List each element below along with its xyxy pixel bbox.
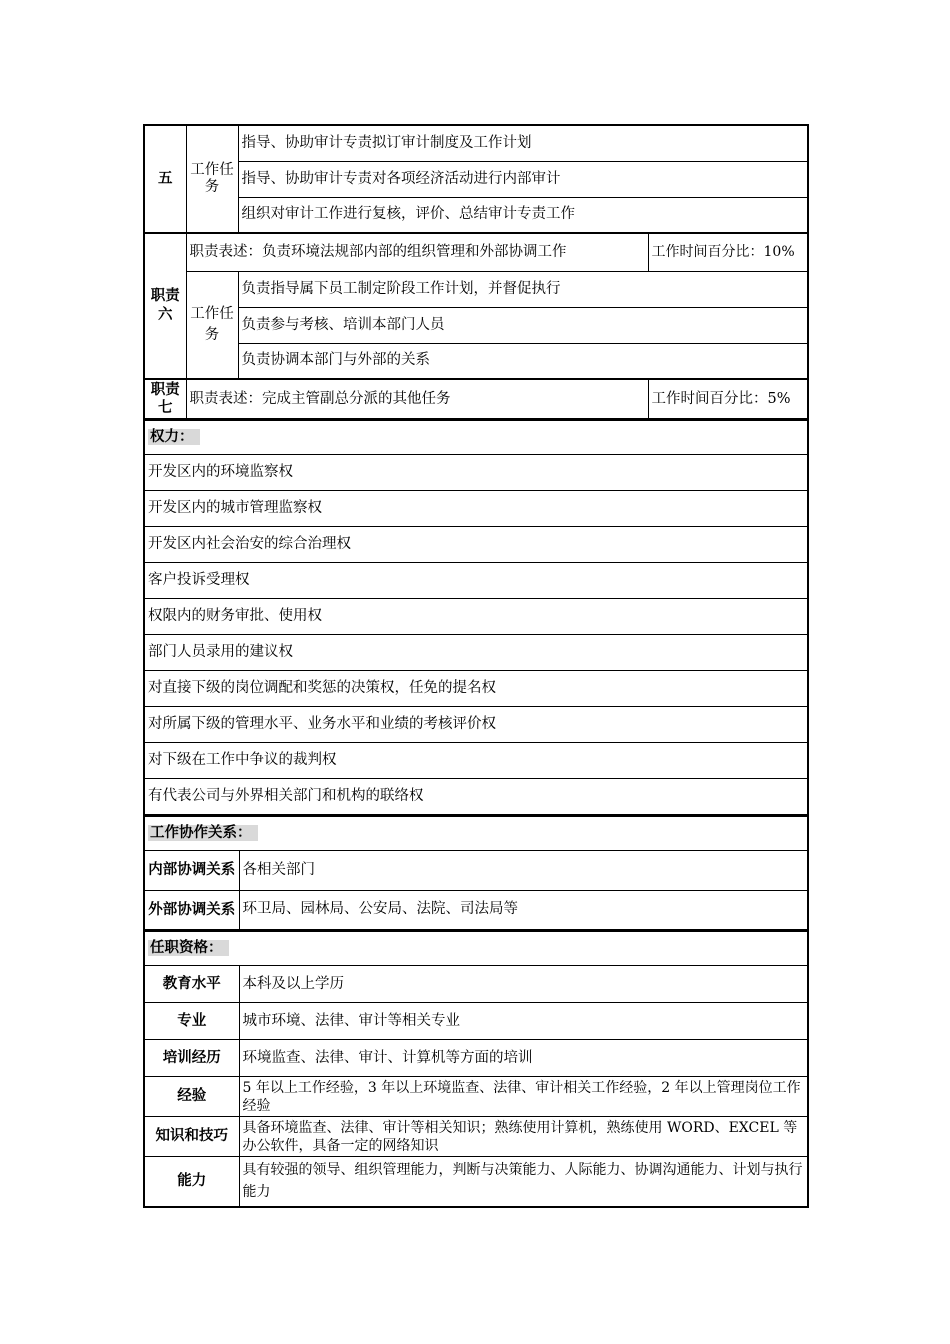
relations-table [143,816,809,932]
authority-item: 客户投诉受理权 [144,563,808,599]
duty6-description: 职责表述：负责环境法规部内部的组织管理和外部协调工作 [186,233,648,271]
qualification-label: 能力 [144,1157,239,1207]
job-description-document [143,124,807,1208]
qualifications-section-title [144,932,808,966]
qualification-label: 知识和技巧 [144,1117,239,1157]
authority-item: 权限内的财务审批、使用权 [144,599,808,635]
duty5-task: 组织对审计工作进行复核，评价、总结审计专责工作 [238,197,808,233]
duties-table [143,124,809,420]
authority-item: 开发区内社会治安的综合治理权 [144,527,808,563]
authority-item: 对所属下级的管理水平、业务水平和业绩的考核评价权 [144,707,808,743]
qualification-label: 专业 [144,1003,239,1040]
duty5-task: 指导、协助审计专责拟订审计制度及工作计划 [238,125,808,161]
duty5-task-label: 工作任务 [186,125,238,233]
duty6-label: 职责六 [144,233,186,379]
relation-label: 内部协调关系 [144,850,239,890]
duty7-time-percent: 工作时间百分比：5% [648,379,808,419]
qualifications-title: 任职资格： [148,940,229,956]
authority-title: 权力： [148,429,200,445]
qualification-label: 培训经历 [144,1040,239,1077]
authority-section-title [144,421,808,455]
authority-table [143,420,809,816]
relation-label: 外部协调关系 [144,890,239,930]
relation-value: 各相关部门 [239,850,808,890]
authority-item: 对直接下级的岗位调配和奖惩的决策权，任免的提名权 [144,671,808,707]
authority-item: 有代表公司与外界相关部门和机构的联络权 [144,779,808,815]
duty5-label: 五 [144,125,186,233]
qualification-label: 经验 [144,1077,239,1117]
duty6-task: 负责协调本部门与外部的关系 [238,343,808,379]
qualification-value: 城市环境、法律、审计等相关专业 [239,1003,808,1040]
qualification-value: 具备环境监查、法律、审计等相关知识；熟练使用计算机，熟练使用 WORD、EXCEL 等办公软件，具备一定的网络知识 [239,1117,808,1157]
qualification-label: 教育水平 [144,966,239,1003]
qualification-value: 本科及以上学历 [239,966,808,1003]
duty7-label: 职责七 [144,379,186,419]
authority-item: 开发区内的环境监察权 [144,455,808,491]
qualification-value: 具有较强的领导、组织管理能力，判断与决策能力、人际能力、协调沟通能力、计划与执行能力 [239,1157,808,1207]
duty6-task: 负责指导属下员工制定阶段工作计划，并督促执行 [238,271,808,307]
relations-title: 工作协作关系： [148,825,258,841]
qualification-value: 环境监查、法律、审计、计算机等方面的培训 [239,1040,808,1077]
authority-item: 部门人员录用的建议权 [144,635,808,671]
qualification-value: 5 年以上工作经验，3 年以上环境监查、法律、审计相关工作经验，2 年以上管理岗位工作经验 [239,1077,808,1117]
duty6-task-label: 工作任务 [186,271,238,379]
relations-section-title [144,816,808,850]
duty6-task: 负责参与考核、培训本部门人员 [238,307,808,343]
authority-item: 对下级在工作中争议的裁判权 [144,743,808,779]
duty6-time-percent: 工作时间百分比：10% [648,233,808,271]
relation-value: 环卫局、园林局、公安局、法院、司法局等 [239,890,808,930]
authority-item: 开发区内的城市管理监察权 [144,491,808,527]
duty5-task: 指导、协助审计专责对各项经济活动进行内部审计 [238,161,808,197]
qualifications-table [143,931,809,1208]
duty7-description: 职责表述：完成主管副总分派的其他任务 [186,379,648,419]
